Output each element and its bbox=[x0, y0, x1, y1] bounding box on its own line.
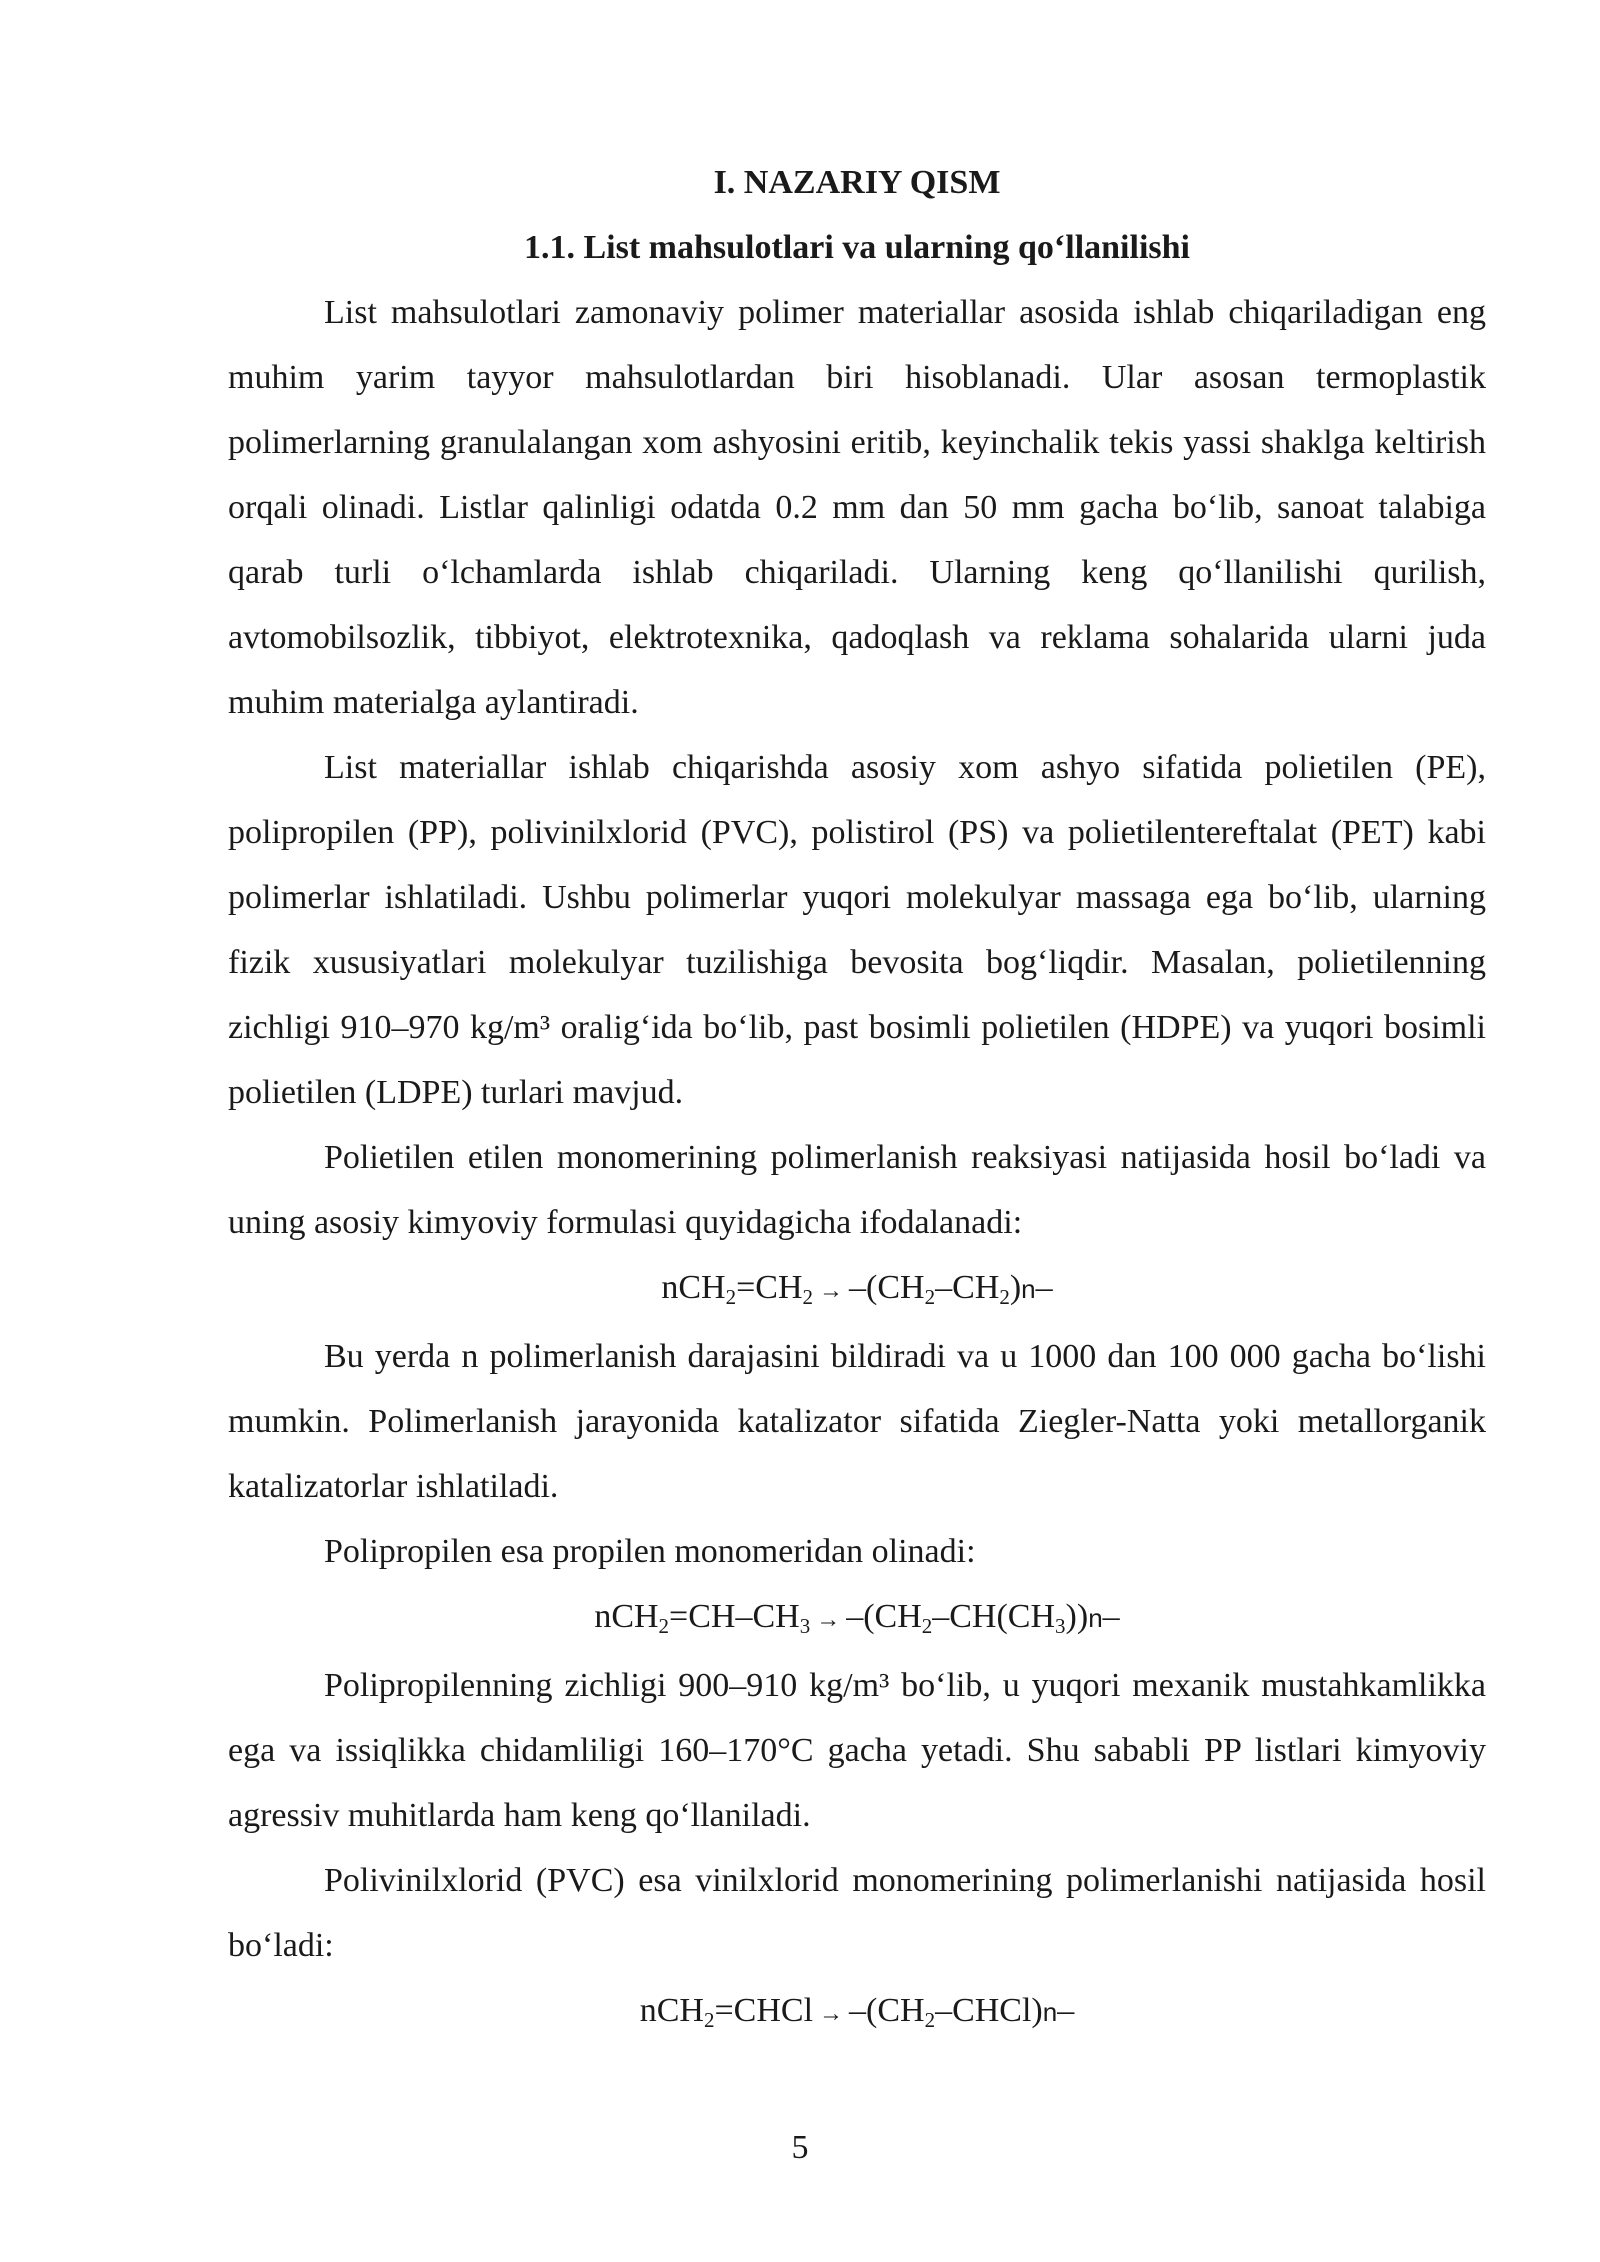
formula-text: nCH bbox=[594, 1598, 659, 1635]
formula-text: )) bbox=[1065, 1598, 1089, 1635]
paragraph-intro: List mahsulotlari zamonaviy polimer materiallar asosida ishlab chiqariladigan eng muhim yarim tayyor mahsulotlardan biri hisoblanadi. Ular asosan termoplastik polimerlarning granulalangan xom ashyosini eritib, keyinchalik tekis yassi shaklga keltirish orqali olinadi. Listlar qalinligi odatda 0.2 mm dan 50 mm gacha bo‘lib, sanoat talabiga qarab turli o‘lchamlarda ishlab chiqariladi. Ularning keng qo‘llanilishi qurilish, avtomobilsozlik, tibbiyot, elektrotexnika, qadoqlash va reklama sohalarida ularni juda muhim materialga aylantiradi. bbox=[228, 294, 1486, 721]
formula-text: –CH bbox=[935, 1269, 1000, 1306]
formula-text: –CH(CH bbox=[932, 1598, 1056, 1635]
formula-text: ) bbox=[1009, 1269, 1022, 1306]
formula-subscript: 2 bbox=[658, 1614, 670, 1638]
formula-degree-n: n bbox=[1088, 1603, 1103, 1633]
part-heading: I. NAZARIY QISM bbox=[713, 164, 1001, 201]
formula-text: =CH bbox=[736, 1269, 803, 1306]
formula-text: – bbox=[1057, 1992, 1075, 2029]
formula-pvc bbox=[228, 1978, 1486, 2047]
paragraph-pvc: Polivinilxlorid (PVC) esa vinilxlorid monomerining polimerlanishi natijasida hosil bo‘ladi: bbox=[228, 1862, 1486, 1964]
paragraph-polypropylene: Polipropilen esa propilen monomeridan olinadi: bbox=[324, 1533, 976, 1570]
reaction-arrow-icon: → bbox=[819, 1278, 844, 1304]
formula-subscript: 2 bbox=[924, 2008, 936, 2032]
reaction-arrow-icon: → bbox=[816, 1607, 841, 1633]
formula-polyethylene bbox=[228, 1255, 1486, 1324]
formula-text: =CHCl bbox=[714, 1992, 814, 2029]
formula-subscript: 2 bbox=[924, 1285, 936, 1309]
formula-subscript: 2 bbox=[999, 1285, 1010, 1309]
formula-subscript: 2 bbox=[921, 1614, 933, 1638]
paragraph-pp-properties: Polipropilenning zichligi 900–910 kg/m³ bo‘lib, u yuqori mexanik mustahkamlikka ega va issiqlikka chidamliligi 160–170°C gacha yetadi. Shu sababli PP listlari kimyoviy agressiv muhitlarda ham keng qo‘llaniladi. bbox=[228, 1667, 1486, 1834]
paragraph-polymerization-degree: Bu yerda n polimerlanish darajasini bildiradi va u 1000 dan 100 000 gacha bo‘lishi mumkin. Polimerlanish jarayonida katalizator sifatida Ziegler-Natta yoki metallorganik katalizatorlar ishlatiladi. bbox=[228, 1338, 1486, 1505]
formula-subscript: 3 bbox=[799, 1614, 811, 1638]
formula-degree-n: n bbox=[1042, 1997, 1058, 2027]
page-number: 5 bbox=[791, 2129, 809, 2166]
formula-degree-n: n bbox=[1021, 1274, 1036, 1304]
formula-text: –(CH bbox=[849, 1269, 925, 1306]
paragraph-raw-materials: List materiallar ishlab chiqarishda asosiy xom ashyo sifatida polietilen (PE), polipropilen (PP), polivinilxlorid (PVC), polistirol (PS) va polietilentereftalat (PET) kabi polimerlar ishlatiladi. Ushbu polimerlar yuqori molekulyar massaga ega bo‘lib, ularning fizik xususiyatlari molekulyar tuzilishiga bevosita bog‘liqdir. Masalan, polietilenning zichligi 910–970 kg/m³ oralig‘ida bo‘lib, past bosimli polietilen (HDPE) va yuqori bosimli polietilen (LDPE) turlari mavjud. bbox=[228, 749, 1486, 1111]
formula-subscript: 2 bbox=[703, 2008, 715, 2032]
paragraph-polyethylene: Polietilen etilen monomerining polimerlanish reaksiyasi natijasida hosil bo‘ladi va uning asosiy kimyoviy formulasi quyidagicha ifodalanadi: bbox=[228, 1139, 1486, 1241]
formula-subscript: 2 bbox=[802, 1285, 814, 1309]
formula-text: –CHCl) bbox=[935, 1992, 1043, 2029]
formula-text: –(CH bbox=[849, 1992, 925, 2029]
section-heading: 1.1. List mahsulotlari va ularning qo‘llanilishi bbox=[524, 229, 1190, 266]
reaction-arrow-icon: → bbox=[819, 2001, 844, 2027]
formula-text: –(CH bbox=[846, 1598, 922, 1635]
formula-text: =CH–CH bbox=[669, 1598, 800, 1635]
page-content bbox=[228, 150, 1486, 2047]
formula-polypropylene bbox=[228, 1584, 1486, 1653]
formula-text: nCH bbox=[661, 1269, 726, 1306]
formula-subscript: 3 bbox=[1055, 1614, 1066, 1638]
formula-subscript: 2 bbox=[725, 1285, 737, 1309]
formula-text: – bbox=[1035, 1269, 1053, 1306]
formula-text: nCH bbox=[639, 1992, 704, 2029]
formula-text: – bbox=[1102, 1598, 1120, 1635]
